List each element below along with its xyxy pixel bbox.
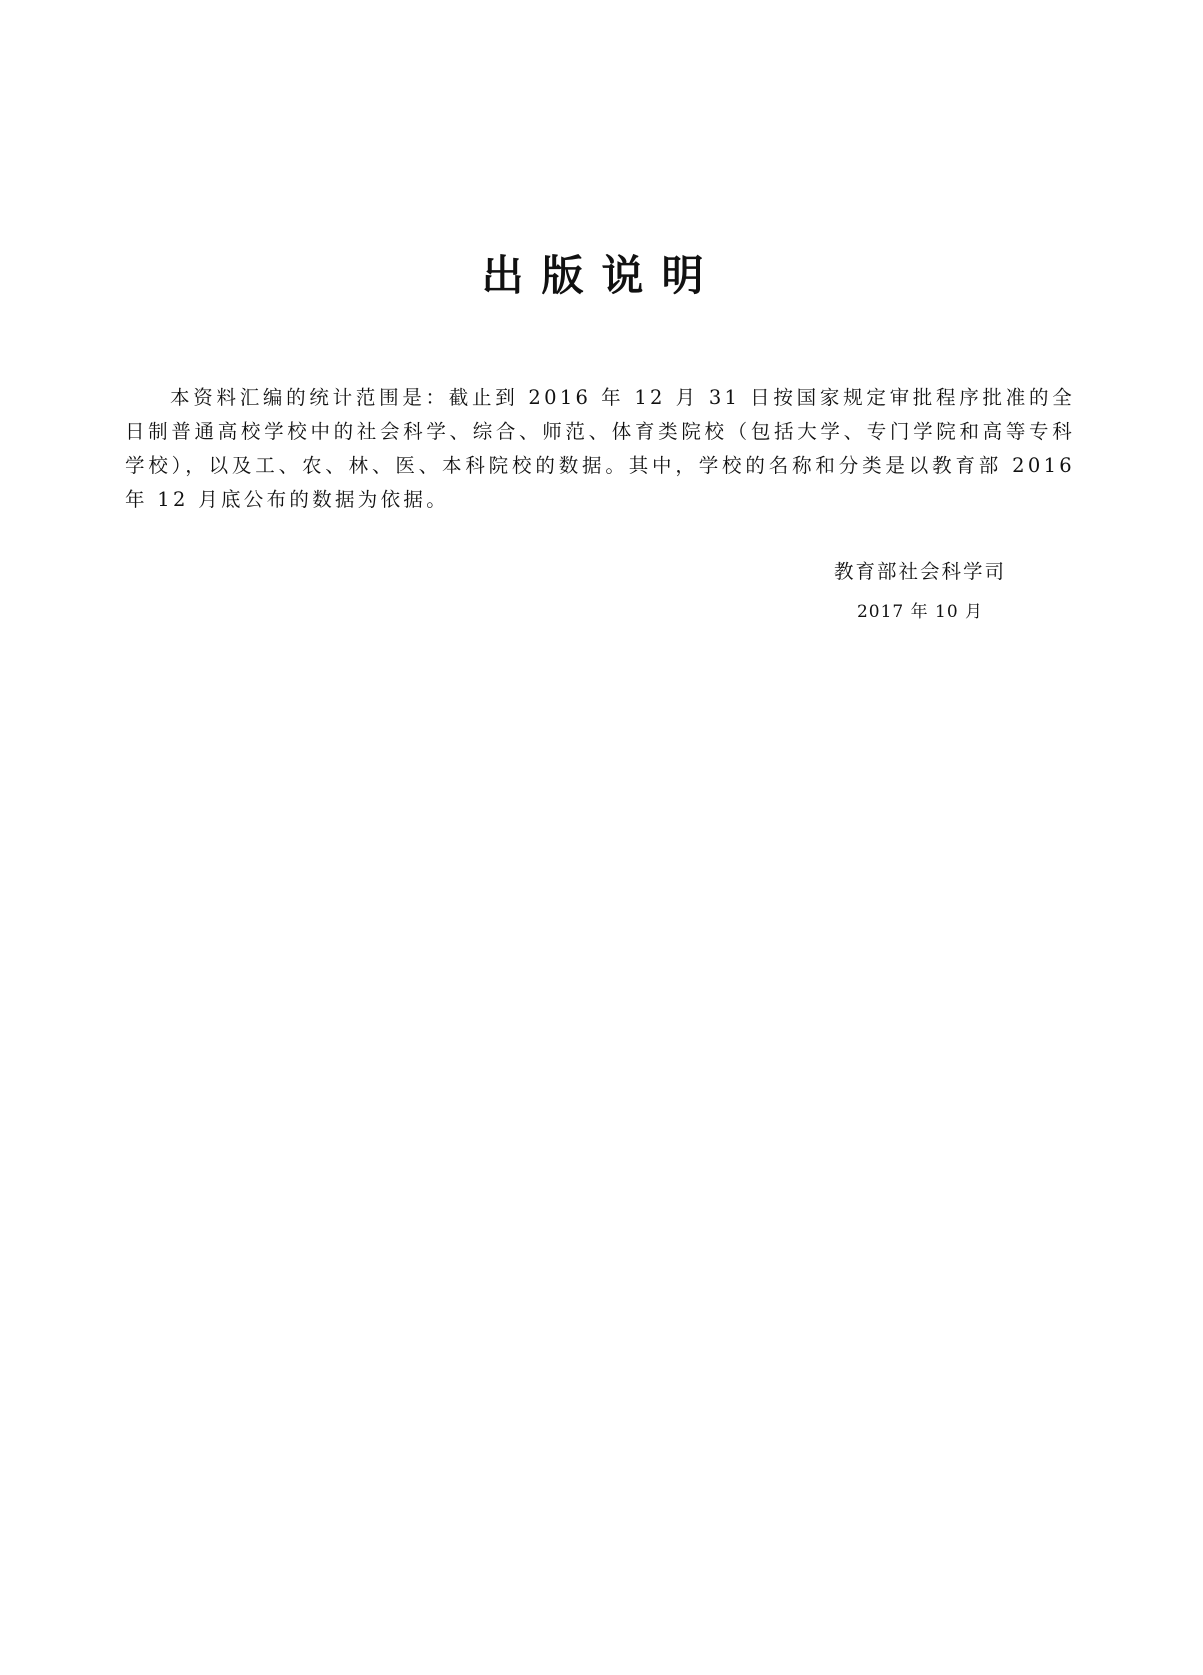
signature-organization: 教育部社会科学司	[833, 560, 1006, 583]
page-title: 出版说明	[481, 251, 722, 300]
signature-date: 2017 年 10 月	[856, 602, 984, 622]
body-paragraph: 本资料汇编的统计范围是：截止到 2016 年 12 月 31 日按国家规定审批程序批准的全日制普通高校学校中的社会科学、综合、师范、体育类院校（包括大学、专门学院和高等专科学校），以及工、农、林、医、本科院校的数据。其中，学校的名称和分类是以教育部 2016 年 12 月底公布的数据为依据。	[125, 386, 1075, 511]
